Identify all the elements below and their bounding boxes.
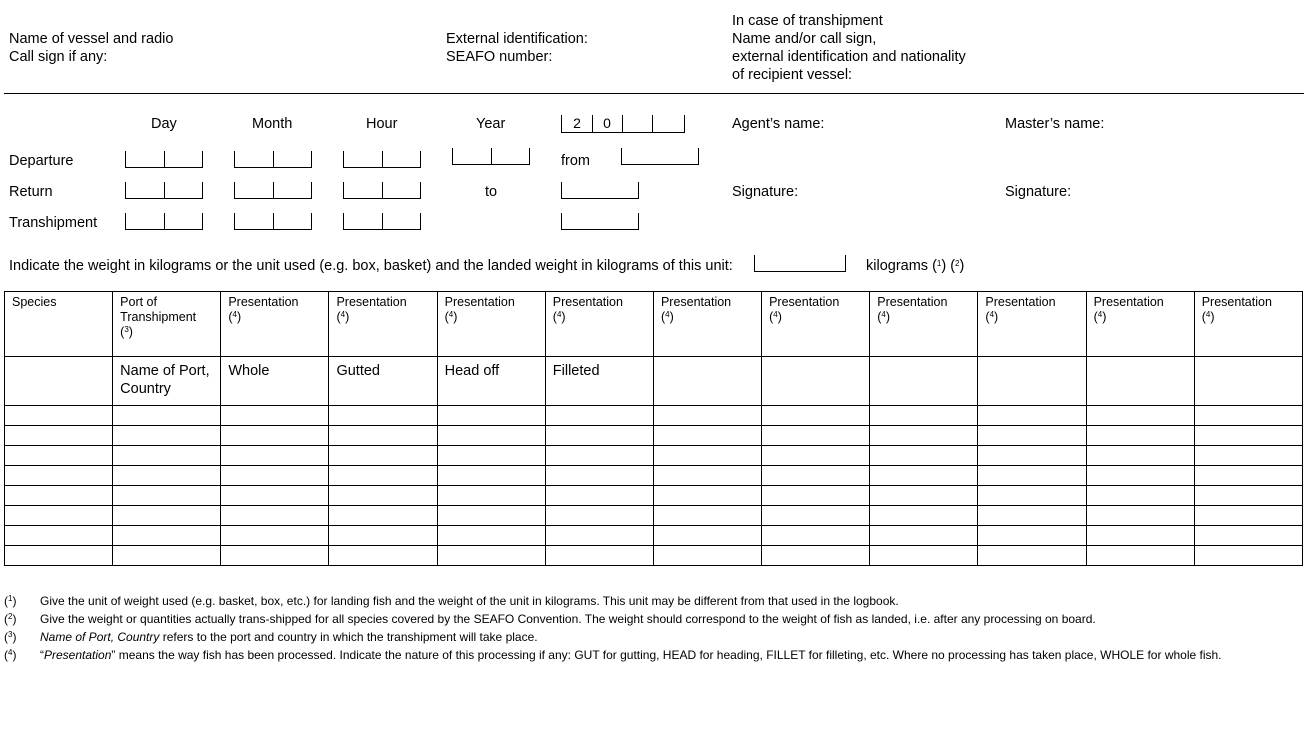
table-cell[interactable] (978, 506, 1086, 526)
year-digit-2: 0 (603, 115, 611, 131)
table-cell[interactable] (978, 466, 1086, 486)
vessel-name-label: Name of vessel and radio Call sign if any: (9, 31, 174, 65)
table-row (5, 506, 1303, 526)
table-cell[interactable] (1086, 426, 1194, 446)
table-cell[interactable] (1086, 466, 1194, 486)
footnote-1: ($^1$) Give the unit of weight used (e.g. basket, box, etc.) for landing fish and the weight of the unit in kilograms. This unit may be different from that used in the logbook. (4, 594, 899, 608)
return-label: Return (9, 184, 53, 200)
departure-year-box[interactable] (452, 148, 530, 165)
table-cell[interactable] (1086, 546, 1194, 566)
table-cell[interactable] (545, 426, 653, 446)
day-heading: Day (151, 116, 177, 132)
table-row (5, 466, 1303, 486)
table-cell[interactable] (545, 546, 653, 566)
table-cell[interactable] (113, 486, 221, 506)
table-cell[interactable] (762, 426, 870, 446)
table-cell[interactable] (870, 466, 978, 486)
table-cell[interactable] (1086, 406, 1194, 426)
table-cell[interactable] (221, 506, 329, 526)
table-cell[interactable] (870, 357, 978, 406)
table-cell[interactable] (545, 506, 653, 526)
departure-label: Departure (9, 153, 74, 169)
presentation-header: Presentation ($^4$) (762, 292, 870, 357)
table-cell[interactable] (221, 546, 329, 566)
presentation-header: Presentation ($^4$) (329, 292, 437, 357)
agent-signature-label: Signature: (732, 184, 799, 200)
master-name-label: Master’s name: (1005, 116, 1105, 132)
table-cell[interactable] (437, 506, 545, 526)
presentation-header: Presentation ($^4$) (1194, 292, 1302, 357)
transhipment-label: Transhipment (9, 215, 98, 231)
table-cell[interactable] (437, 446, 545, 466)
presentation-header: Presentation ($^4$) (437, 292, 545, 357)
species-header: Species (5, 292, 113, 357)
table-row (5, 486, 1303, 506)
to-label: to (485, 184, 498, 200)
table-cell[interactable] (870, 506, 978, 526)
table-cell[interactable] (653, 357, 761, 406)
table-cell[interactable] (762, 406, 870, 426)
table-row (5, 426, 1303, 446)
table-cell[interactable] (113, 446, 221, 466)
table-cell[interactable] (1194, 546, 1302, 566)
table-cell[interactable] (762, 446, 870, 466)
footnote-3: ($^3$) Name of Port, Country refers to the port and country in which the transhipment will take place. (4, 630, 538, 644)
table-cell[interactable] (1086, 486, 1194, 506)
transhipment-port-box[interactable] (561, 213, 639, 230)
table-cell[interactable] (437, 406, 545, 426)
table-cell[interactable] (1194, 506, 1302, 526)
table-cell[interactable] (653, 546, 761, 566)
footnote-2: ($^2$) Give the weight or quantities actually trans-shipped for all species covered by the SEAFO Convention. The weight should correspond to the weight of fish as landed, i.e. after any processing on board. (4, 612, 1096, 626)
table-cell[interactable] (978, 406, 1086, 426)
table-cell[interactable] (1194, 426, 1302, 446)
table-cell[interactable] (762, 526, 870, 546)
table-cell[interactable] (221, 526, 329, 546)
table-cell[interactable] (5, 506, 113, 526)
table-cell[interactable] (329, 486, 437, 506)
return-day-box[interactable] (125, 182, 203, 199)
table-cell[interactable] (1194, 357, 1302, 406)
presentation-header: Presentation ($^4$) (653, 292, 761, 357)
table-cell[interactable] (762, 506, 870, 526)
table-cell[interactable] (545, 466, 653, 486)
table-cell[interactable] (221, 486, 329, 506)
month-heading: Month (252, 116, 293, 132)
whole-cell[interactable]: Whole (221, 357, 329, 406)
table-cell[interactable] (870, 546, 978, 566)
table-cell[interactable] (653, 466, 761, 486)
table-cell[interactable] (221, 446, 329, 466)
table-cell[interactable] (5, 486, 113, 506)
table-row (5, 526, 1303, 546)
species-table (4, 291, 1303, 566)
table-cell[interactable] (653, 406, 761, 426)
departure-hour-box[interactable] (343, 151, 421, 168)
table-cell[interactable] (545, 486, 653, 506)
table-cell[interactable] (978, 446, 1086, 466)
table-cell[interactable] (113, 546, 221, 566)
table-cell[interactable] (545, 406, 653, 426)
table-cell[interactable] (978, 486, 1086, 506)
transhipment-month-box[interactable] (234, 213, 312, 230)
transhipment-hour-box[interactable] (343, 213, 421, 230)
table-cell[interactable] (653, 486, 761, 506)
table-cell[interactable] (1086, 506, 1194, 526)
table-row (5, 406, 1303, 426)
presentation-header: Presentation ($^4$) (1086, 292, 1194, 357)
port-header: Port of Transhipment ($^3$) (113, 292, 221, 357)
table-cell[interactable] (437, 426, 545, 446)
head-off-cell[interactable]: Head off (437, 357, 545, 406)
table-cell[interactable] (978, 426, 1086, 446)
table-cell[interactable] (653, 526, 761, 546)
table-cell[interactable] (437, 526, 545, 546)
table-cell[interactable] (1194, 446, 1302, 466)
weight-kilograms-label: kilograms ($^1$) ($^2$) (866, 258, 965, 274)
table-cell[interactable] (1086, 357, 1194, 406)
table-cell[interactable] (5, 526, 113, 546)
table-cell[interactable] (545, 526, 653, 546)
transhipment-day-box[interactable] (125, 213, 203, 230)
from-port-box[interactable] (621, 148, 699, 165)
table-cell[interactable] (437, 546, 545, 566)
departure-month-box[interactable] (234, 151, 312, 168)
table-cell[interactable] (653, 506, 761, 526)
table-cell[interactable] (113, 406, 221, 426)
table-cell[interactable] (870, 406, 978, 426)
master-signature-label: Signature: (1005, 184, 1072, 200)
presentation-header: Presentation ($^4$) (978, 292, 1086, 357)
hour-heading: Hour (366, 116, 398, 132)
table-cell[interactable] (329, 426, 437, 446)
table-cell[interactable] (762, 357, 870, 406)
presentation-type-row (5, 357, 1303, 406)
table-cell[interactable] (113, 426, 221, 446)
departure-day-box[interactable] (125, 151, 203, 168)
weight-unit-box[interactable] (754, 255, 846, 272)
table-cell[interactable] (329, 506, 437, 526)
table-cell[interactable] (5, 546, 113, 566)
presentation-header: Presentation ($^4$) (545, 292, 653, 357)
table-cell[interactable] (1086, 446, 1194, 466)
table-cell[interactable] (653, 426, 761, 446)
table-cell[interactable] (653, 446, 761, 466)
agent-name-label: Agent’s name: (732, 116, 825, 132)
table-row (5, 546, 1303, 566)
from-label: from (561, 153, 590, 169)
table-cell[interactable] (5, 406, 113, 426)
transhipment-recipient-label: In case of transhipment Name and/or call sign, external identification and nationality of recipient vessel: (732, 13, 966, 83)
table-cell[interactable] (329, 546, 437, 566)
port-country-cell[interactable]: Name of Port, Country (113, 357, 221, 406)
filleted-cell[interactable]: Filleted (545, 357, 653, 406)
table-cell[interactable] (329, 466, 437, 486)
year-digit-1: 2 (573, 115, 581, 131)
table-cell[interactable] (5, 446, 113, 466)
table-row (5, 446, 1303, 466)
table-cell[interactable] (113, 526, 221, 546)
table-cell[interactable] (1194, 466, 1302, 486)
table-cell[interactable] (329, 526, 437, 546)
table-cell[interactable] (978, 526, 1086, 546)
table-cell[interactable] (329, 446, 437, 466)
table-cell[interactable] (870, 426, 978, 446)
table-cell[interactable] (762, 486, 870, 506)
return-month-box[interactable] (234, 182, 312, 199)
table-cell[interactable] (437, 486, 545, 506)
year-heading: Year (476, 116, 506, 132)
table-cell[interactable] (978, 357, 1086, 406)
presentation-header: Presentation ($^4$) (870, 292, 978, 357)
weight-instruction: Indicate the weight in kilograms or the unit used (e.g. box, basket) and the landed weight in kilograms of this unit: (9, 258, 733, 274)
table-cell[interactable] (221, 466, 329, 486)
table-cell[interactable] (5, 426, 113, 446)
table-cell[interactable] (870, 526, 978, 546)
to-port-box[interactable] (561, 182, 639, 199)
table-cell[interactable] (1194, 526, 1302, 546)
table-cell[interactable] (5, 466, 113, 486)
table-cell[interactable] (762, 546, 870, 566)
table-cell[interactable] (113, 506, 221, 526)
table-cell[interactable] (329, 406, 437, 426)
table-cell[interactable] (221, 426, 329, 446)
table-cell[interactable] (545, 446, 653, 466)
presentation-header: Presentation ($^4$) (221, 292, 329, 357)
table-cell[interactable] (870, 486, 978, 506)
table-cell[interactable] (1194, 406, 1302, 426)
table-cell[interactable] (870, 446, 978, 466)
return-hour-box[interactable] (343, 182, 421, 199)
footnote-4: ($^4$) “Presentation” means the way fish has been processed. Indicate the nature of this processing if any: GUT for gutting, HEAD for heading, FILLET for filleting, etc. Where no processing has taken place, WHOLE for whole fish. (4, 648, 1222, 662)
table-cell[interactable] (978, 546, 1086, 566)
table-cell[interactable] (5, 357, 113, 406)
table-header-row (5, 292, 1303, 357)
table-cell[interactable] (1086, 526, 1194, 546)
table-cell[interactable] (437, 466, 545, 486)
header-divider (4, 93, 1304, 94)
table-cell[interactable] (1194, 486, 1302, 506)
table-cell[interactable] (762, 466, 870, 486)
table-cell[interactable] (221, 406, 329, 426)
gutted-cell[interactable]: Gutted (329, 357, 437, 406)
table-cell[interactable] (113, 466, 221, 486)
kilograms-text: kilograms (866, 258, 929, 274)
external-identification-label: External identification: SEAFO number: (446, 31, 588, 65)
year-digits-box[interactable] (561, 115, 685, 133)
